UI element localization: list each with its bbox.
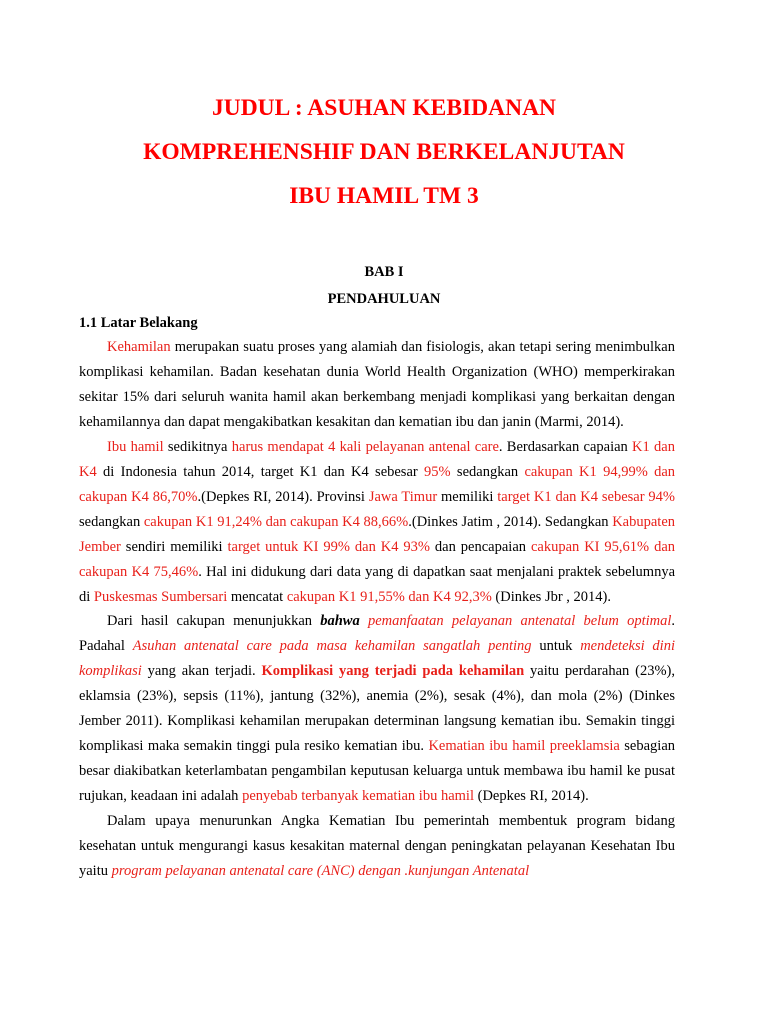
highlighted-text-run: target K1 dan K4 sebesar 94% [497, 488, 675, 505]
highlighted-text-run: Puskesmas Sumbersari [93, 588, 228, 605]
title-line-2: KOMPREHENSHIF DAN BERKELANJUTAN [143, 139, 625, 165]
text-run: sedangkan [450, 463, 525, 480]
text-run: . Padahal [79, 613, 676, 655]
highlighted-text-run: target untuk KI 99% dan K4 93% [227, 538, 430, 555]
paragraph [79, 609, 675, 809]
text-run: yaitu perdarahan (23%), eklamsia (23%), sepsis (11%), jantung (32%), anemia (2%), sesak (4%), dan mola (2%) (Dinkes Jember 2011). Komplikasi kehamilan merupakan determinan langsung kematian ibu. Semakin tinggi komplikasi maka semakin tinggi pula resiko kematian ibu. [79, 663, 676, 755]
text-run: sendiri memiliki [120, 538, 228, 555]
text-run: sedikitnya [163, 438, 232, 455]
highlighted-text-run: cakupan K1 91,24% dan cakupan K4 88,66% [143, 513, 409, 530]
text-run: (Dinkes Jbr , 2014). [491, 588, 611, 605]
title-line-1: JUDUL : ASUHAN KEBIDANAN [211, 95, 557, 121]
text-run: (Depkes RI, 2014). [473, 788, 589, 805]
highlighted-text-run: mendeteksi dini komplikasi [79, 638, 675, 680]
highlighted-text-run: harus mendapat 4 kali pelayanan antenal care [231, 438, 499, 455]
document-page [79, 86, 676, 884]
text-run: merupakan suatu proses yang alamiah dan fisiologis, akan tetapi sering menimbulkan komplikasi kehamilan. Badan kesehatan dunia World Health Organization (WHO) memperkirakan sekitar 15% dari seluruh wanita hamil akan berkembang menjadi komplikasi yang berkaitan dengan kehamilannya dan dapat mengakibatkan kesakitan dan kematian ibu dan janin (Marmi, 2014). [79, 339, 675, 430]
paragraph [79, 435, 675, 610]
highlighted-text-run: penyebab terbanyak kematian ibu hamil [242, 788, 474, 805]
text-run: sebagian besar diakibatkan keterlambatan pengambilan keputusan keluarga untuk membawa ibu hamil ke pusat rujukan, keadaan ini adalah [79, 738, 676, 805]
text-run: . Berdasarkan capaian [498, 438, 633, 455]
text-run: .(Depkes RI, 2014). Provinsi [197, 488, 369, 505]
highlighted-text-run: 95% [424, 463, 451, 480]
highlighted-text-run: cakupan K1 91,55% dan K4 92,3% [286, 588, 492, 605]
chapter-number: BAB I [364, 264, 404, 280]
highlighted-text-run: cakupan K1 94,99% dan cakupan K4 86,70% [79, 463, 676, 505]
body-text [79, 335, 676, 884]
highlighted-text-run: Kematian ibu hamil preeklamsia [428, 738, 620, 755]
text-run: untuk [531, 638, 581, 655]
highlighted-text-run: Kabupaten Jember [79, 513, 676, 555]
highlighted-text-run: Jawa Timur [368, 488, 438, 505]
highlighted-text-run: cakupan KI 95,61% dan cakupan K4 75,46% [79, 538, 676, 580]
section-heading: 1.1 Latar Belakang [79, 315, 198, 331]
text-run: mencatat [227, 588, 287, 605]
text-run [360, 613, 368, 629]
highlighted-text-run: pemanfaatan pelayanan antenatal belum optimal [367, 613, 672, 630]
highlighted-text-run: Kehamilan [107, 339, 171, 355]
chapter-title: PENDAHULUAN [327, 291, 441, 307]
text-run: yang akan terjadi. [141, 663, 262, 680]
text-run: sedangkan [79, 513, 144, 530]
highlighted-text-run: Komplikasi yang terjadi pada kehamilan [261, 663, 525, 680]
text-run: memiliki [437, 488, 498, 505]
text-run: dan pencapaian [430, 538, 531, 555]
text-run: . Hal ini didukung dari data yang di dapatkan saat menjalani praktek sebelumnya di [79, 563, 676, 605]
highlighted-text-run: program pelayanan antenatal care (ANC) dengan .kunjungan Antenatal [111, 863, 530, 880]
paragraph [79, 335, 675, 435]
document-title [93, 86, 675, 218]
title-line-3: IBU HAMIL TM 3 [289, 183, 479, 209]
highlighted-text-run: Asuhan antenatal care pada masa kehamilan sangatlah penting [132, 638, 532, 655]
text-run: Dari hasil cakupan menunjukkan [107, 613, 321, 630]
highlighted-text-run: Ibu hamil [107, 438, 164, 455]
text-run: .(Dinkes Jatim , 2014). Sedangkan [408, 513, 613, 530]
paragraph [79, 809, 675, 884]
highlighted-text-run: K1 dan K4 [79, 438, 675, 480]
highlighted-text-run: bahwa [320, 613, 360, 630]
text-run: Dalam upaya menurunkan Angka Kematian Ibu pemerintah membentuk program bidang kesehatan untuk mengurangi kasus kesakitan maternal dengan peningkatan pelayanan Kesehatan Ibu yaitu [79, 813, 675, 880]
text-run: di Indonesia tahun 2014, target K1 dan K4 sebesar [96, 463, 425, 480]
